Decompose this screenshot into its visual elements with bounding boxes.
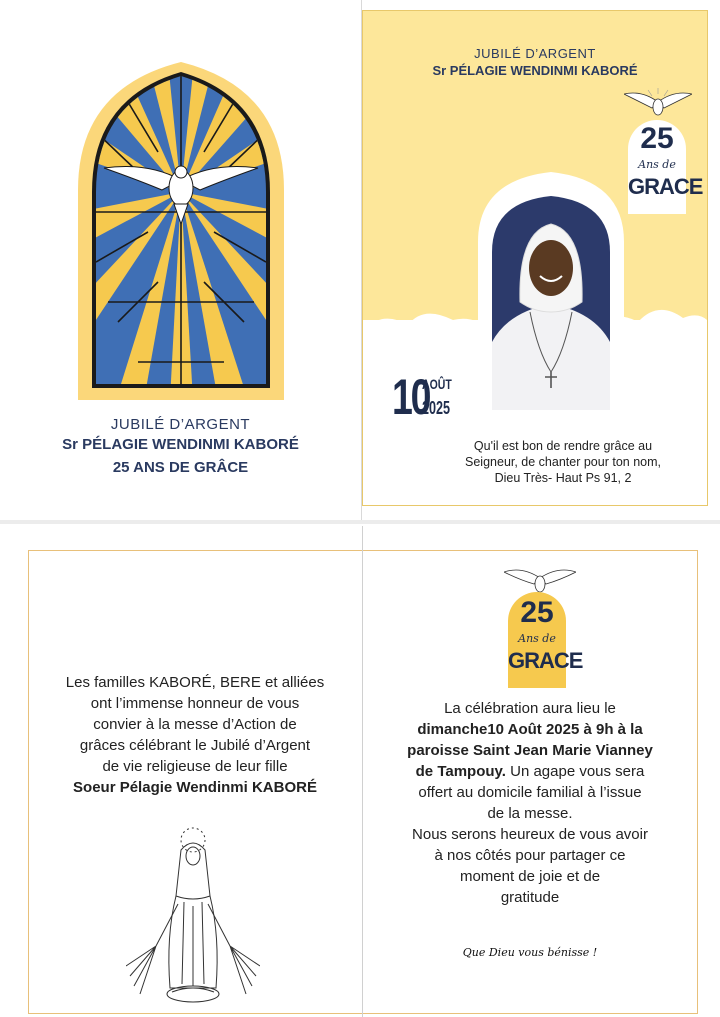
details-line: offert au domicile familial à l’issue bbox=[418, 784, 642, 801]
invitation-line: Les familles KABORÉ, BERE et alliées bbox=[65, 674, 325, 691]
details-place: de Tampouy. bbox=[415, 763, 506, 780]
spread-separator bbox=[0, 520, 720, 524]
invitation-line: convier à la messe d’Action de bbox=[93, 716, 297, 733]
details-line: Nous serons heureux de vous avoir bbox=[412, 826, 648, 843]
verse-line: Dieu Très- Haut Ps 91, 2 bbox=[494, 471, 632, 485]
date-day: 10 bbox=[392, 369, 430, 425]
badge-script: Ans de bbox=[638, 158, 676, 171]
blessing-text: Que Dieu vous bénisse ! bbox=[462, 946, 598, 959]
cover-name: Sr PÉLAGIE WENDINMI KABORÉ bbox=[62, 436, 299, 453]
portrait-arch bbox=[478, 172, 624, 420]
badge-number: 25 bbox=[520, 596, 554, 629]
bottom-fold-line bbox=[362, 526, 363, 1017]
grace-badge bbox=[628, 120, 703, 214]
details-line: gratitude bbox=[500, 889, 560, 906]
cover-jubilee-title: JUBILÉ D’ARGENT bbox=[110, 416, 251, 433]
front-cover-panel bbox=[0, 0, 361, 520]
details-line: moment de joie et de bbox=[459, 868, 601, 885]
badge-script: Ans de bbox=[518, 632, 556, 645]
invitation-honoree: Soeur Pélagie Wendinmi KABORÉ bbox=[73, 779, 317, 796]
details-line: à nos côtés pour partager ce bbox=[434, 847, 626, 864]
event-date bbox=[392, 369, 452, 428]
cover-subtitle: 25 ANS DE GRÂCE bbox=[112, 459, 249, 476]
details-text bbox=[364, 698, 696, 908]
virgin-mary-illustration bbox=[126, 826, 260, 1004]
invitation-text bbox=[30, 672, 360, 798]
details-line: de la messe. bbox=[487, 805, 573, 822]
date-month: AOÛT bbox=[422, 376, 452, 392]
stained-glass-window-illustration bbox=[78, 62, 284, 400]
dove-icon bbox=[624, 88, 692, 122]
details-line: dimanche10 Août 2025 à 9h à la bbox=[417, 721, 643, 738]
details-agape: Un agape vous sera bbox=[505, 763, 645, 780]
badge-number: 25 bbox=[640, 122, 674, 155]
details-line: La célébration aura lieu le bbox=[444, 700, 616, 717]
invitation-line: grâces célébrant le Jubilé d’Argent bbox=[79, 737, 311, 754]
grace-badge bbox=[508, 592, 583, 688]
verse-line: Qu'il est bon de rendre grâce au bbox=[473, 439, 653, 453]
badge-word: GRACE bbox=[628, 174, 703, 199]
invitation-line: de vie religieuse de leur fille bbox=[102, 758, 288, 775]
date-year: 2025 bbox=[422, 398, 451, 418]
details-line bbox=[364, 761, 696, 782]
bible-verse bbox=[418, 438, 708, 486]
invitation-line: ont l’immense honneur de vous bbox=[90, 695, 300, 712]
verse-line: Seigneur, de chanter pour ton nom, bbox=[465, 455, 661, 469]
inside-name: Sr PÉLAGIE WENDINMI KABORÉ bbox=[432, 63, 638, 78]
inside-jubilee-title: JUBILÉ D’ARGENT bbox=[474, 46, 596, 61]
badge-word: GRACE bbox=[508, 648, 583, 673]
details-line: paroisse Saint Jean Marie Vianney bbox=[407, 742, 653, 759]
